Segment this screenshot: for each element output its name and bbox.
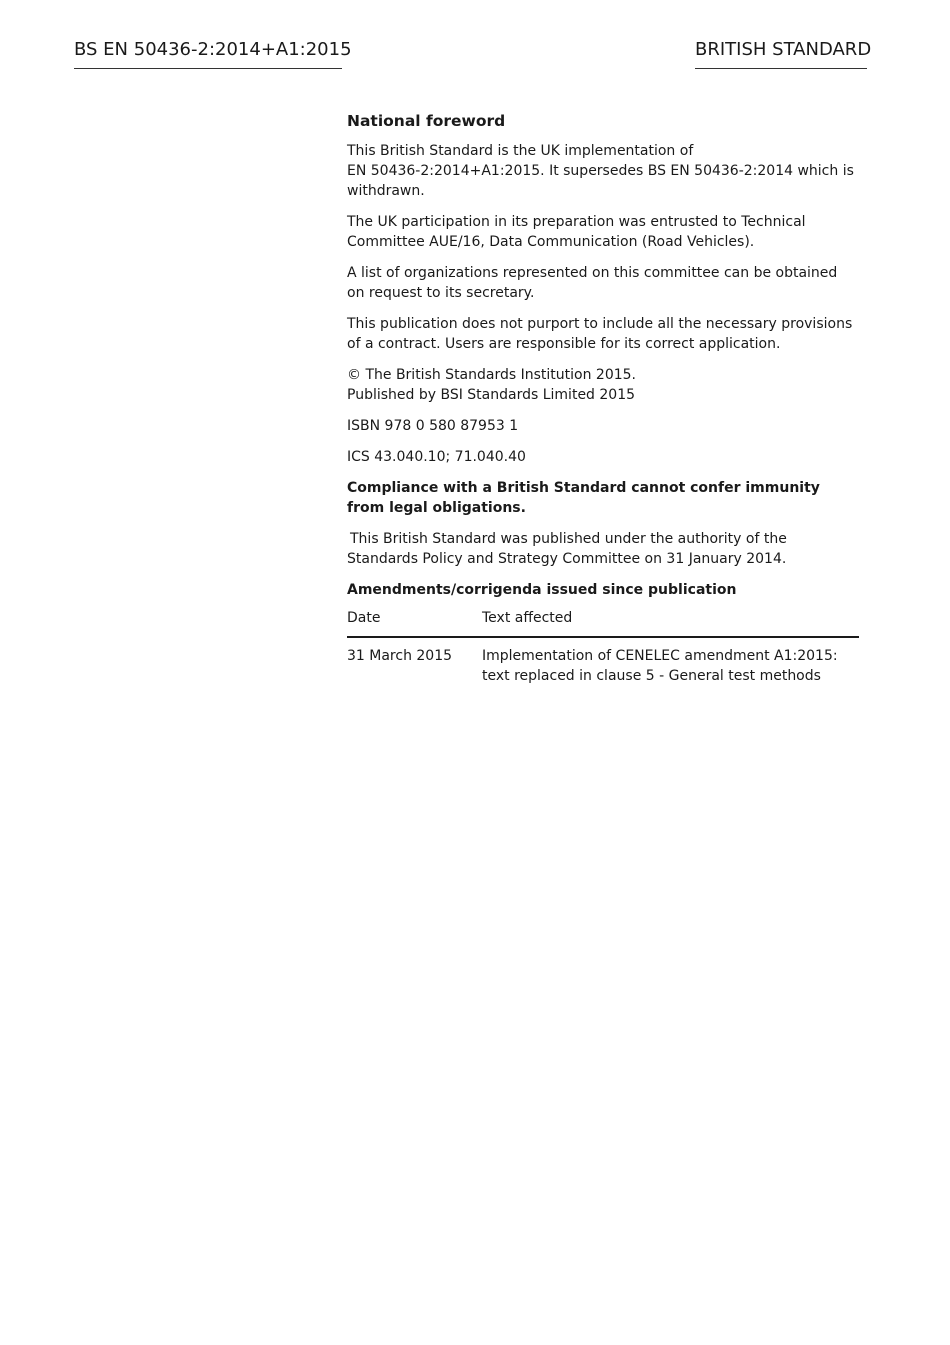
authority-paragraph: This British Standard was published under the authority of the Standards Policy and Strategy Committee on 31 January 2014. <box>347 531 787 567</box>
published-line: Published by BSI Standards Limited 2015 <box>347 387 636 403</box>
amendment-date: 31 March 2015 <box>347 648 453 664</box>
amendments-header-row <box>347 608 859 637</box>
national-foreword <box>347 110 859 686</box>
table-row <box>347 637 859 686</box>
amendments-table <box>347 608 859 686</box>
copyright-line: © The British Standards Institution 2015. <box>347 367 637 383</box>
amendment-text-line-2: text replaced in clause 5 - General test methods <box>482 668 821 684</box>
date-column-header: Date <box>347 608 482 637</box>
amendment-text <box>482 637 859 686</box>
implementation-paragraph <box>347 141 859 201</box>
compliance-notice: Compliance with a British Standard cannot confer immunity from legal obligations. <box>347 480 820 516</box>
participation-paragraph: The UK participation in its preparation was entrusted to Technical Committee AUE/16, Data Communication (Road Vehicles). <box>347 214 806 250</box>
contract-paragraph: This publication does not purport to include all the necessary provisions of a contract. Users are responsible for its correct application. <box>347 316 853 352</box>
document-type-label: BRITISH STANDARD <box>695 38 867 69</box>
ics-codes: ICS 43.040.10; 71.040.40 <box>347 449 526 465</box>
isbn: ISBN 978 0 580 87953 1 <box>347 418 519 434</box>
implementation-line-1: This British Standard is the UK implementation of <box>347 143 694 159</box>
text-affected-column-header: Text affected <box>482 608 859 637</box>
amendment-text-line-1: Implementation of CENELEC amendment A1:2015: <box>482 648 838 664</box>
implementation-line-2: EN 50436-2:2014+A1:2015. It supersedes BS EN 50436-2:2014 which is withdrawn. <box>347 163 854 199</box>
document-designation: BS EN 50436-2:2014+A1:2015 <box>74 38 342 69</box>
amendments-title: Amendments/corrigenda issued since publication <box>347 582 737 598</box>
foreword-title: National foreword <box>347 112 506 130</box>
organizations-paragraph: A list of organizations represented on this committee can be obtained on request to its secretary. <box>347 265 838 301</box>
copyright-paragraph <box>347 365 859 405</box>
